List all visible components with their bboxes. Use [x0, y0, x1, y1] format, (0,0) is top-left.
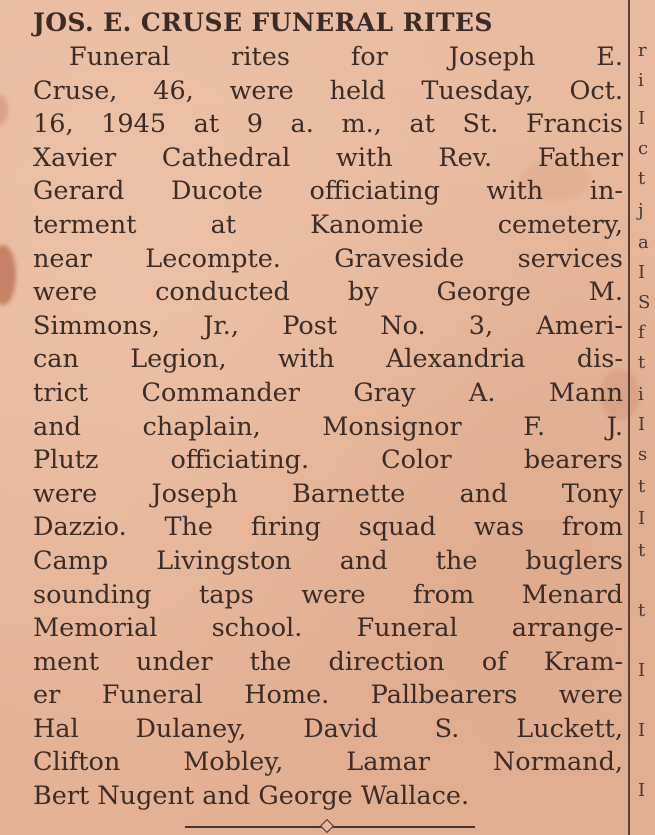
body-line: Cruse, 46, were held Tuesday, Oct. — [33, 75, 623, 106]
body-line: Bert Nugent and George Wallace. — [33, 781, 470, 812]
body-line: Dazzio. The firing squad was from — [33, 512, 623, 543]
neighbor-glyph: t — [638, 168, 646, 189]
neighbor-glyph: t — [638, 352, 646, 373]
body-line: terment at Kanomie cemetery, — [33, 209, 623, 240]
body-line: ment under the direction of Kram- — [33, 646, 623, 677]
neighbor-column-fragment — [634, 0, 655, 835]
body-line: Gerard Ducote officiating with in- — [33, 176, 623, 207]
neighbor-glyph: I — [638, 660, 646, 681]
paper-stain — [0, 95, 8, 125]
body-line: Clifton Mobley, Lamar Normand, — [33, 747, 623, 778]
neighbor-glyph: f — [638, 322, 645, 343]
neighbor-glyph: S — [638, 292, 651, 313]
paper-stain — [0, 245, 16, 305]
body-line: Hal Dulaney, David S. Luckett, — [33, 713, 623, 744]
neighbor-glyph: I — [638, 262, 646, 283]
neighbor-glyph: i — [638, 70, 644, 91]
neighbor-glyph: r — [638, 40, 647, 61]
neighbor-glyph: j — [638, 200, 644, 221]
article-body — [33, 41, 623, 814]
neighbor-glyph: i — [638, 384, 644, 405]
neighbor-glyph: a — [638, 232, 649, 253]
neighbor-glyph: t — [638, 540, 646, 561]
body-line: were Joseph Barnette and Tony — [33, 478, 623, 509]
body-line: and chaplain, Monsignor F. J. — [33, 411, 623, 442]
body-line: were conducted by George M. — [33, 277, 623, 308]
neighbor-glyph: I — [638, 508, 646, 529]
body-line: Simmons, Jr., Post No. 3, Ameri- — [33, 310, 623, 341]
end-rule-ornament — [320, 819, 334, 833]
body-line: near Lecompte. Graveside services — [33, 243, 623, 274]
neighbor-glyph: I — [638, 720, 646, 741]
body-line: Plutz officiating. Color bearers — [33, 445, 623, 476]
neighbor-glyph: t — [638, 600, 646, 621]
body-line: er Funeral Home. Pallbearers were — [33, 680, 623, 711]
neighbor-glyph: I — [638, 108, 646, 129]
column-divider — [628, 0, 630, 835]
body-line: can Legion, with Alexandria dis- — [33, 344, 623, 375]
body-line: Xavier Cathedral with Rev. Father — [33, 142, 623, 173]
neighbor-glyph: t — [638, 476, 646, 497]
neighbor-glyph: I — [638, 780, 646, 801]
obituary-article — [33, 5, 623, 814]
neighbor-glyph: c — [638, 138, 649, 159]
body-line: Funeral rites for Joseph E. — [69, 42, 623, 72]
neighbor-glyph: s — [638, 444, 648, 465]
body-line: sounding taps were from Menard — [33, 579, 623, 610]
body-line: Camp Livingston and the buglers — [33, 545, 623, 576]
neighbor-glyph: I — [638, 414, 646, 435]
article-headline: JOS. E. CRUSE FUNERAL RITES — [33, 8, 493, 37]
body-line: 16, 1945 at 9 a. m., at St. Francis — [33, 109, 623, 140]
body-line: trict Commander Gray A. Mann — [33, 377, 623, 408]
body-line: Memorial school. Funeral arrange- — [33, 613, 623, 644]
